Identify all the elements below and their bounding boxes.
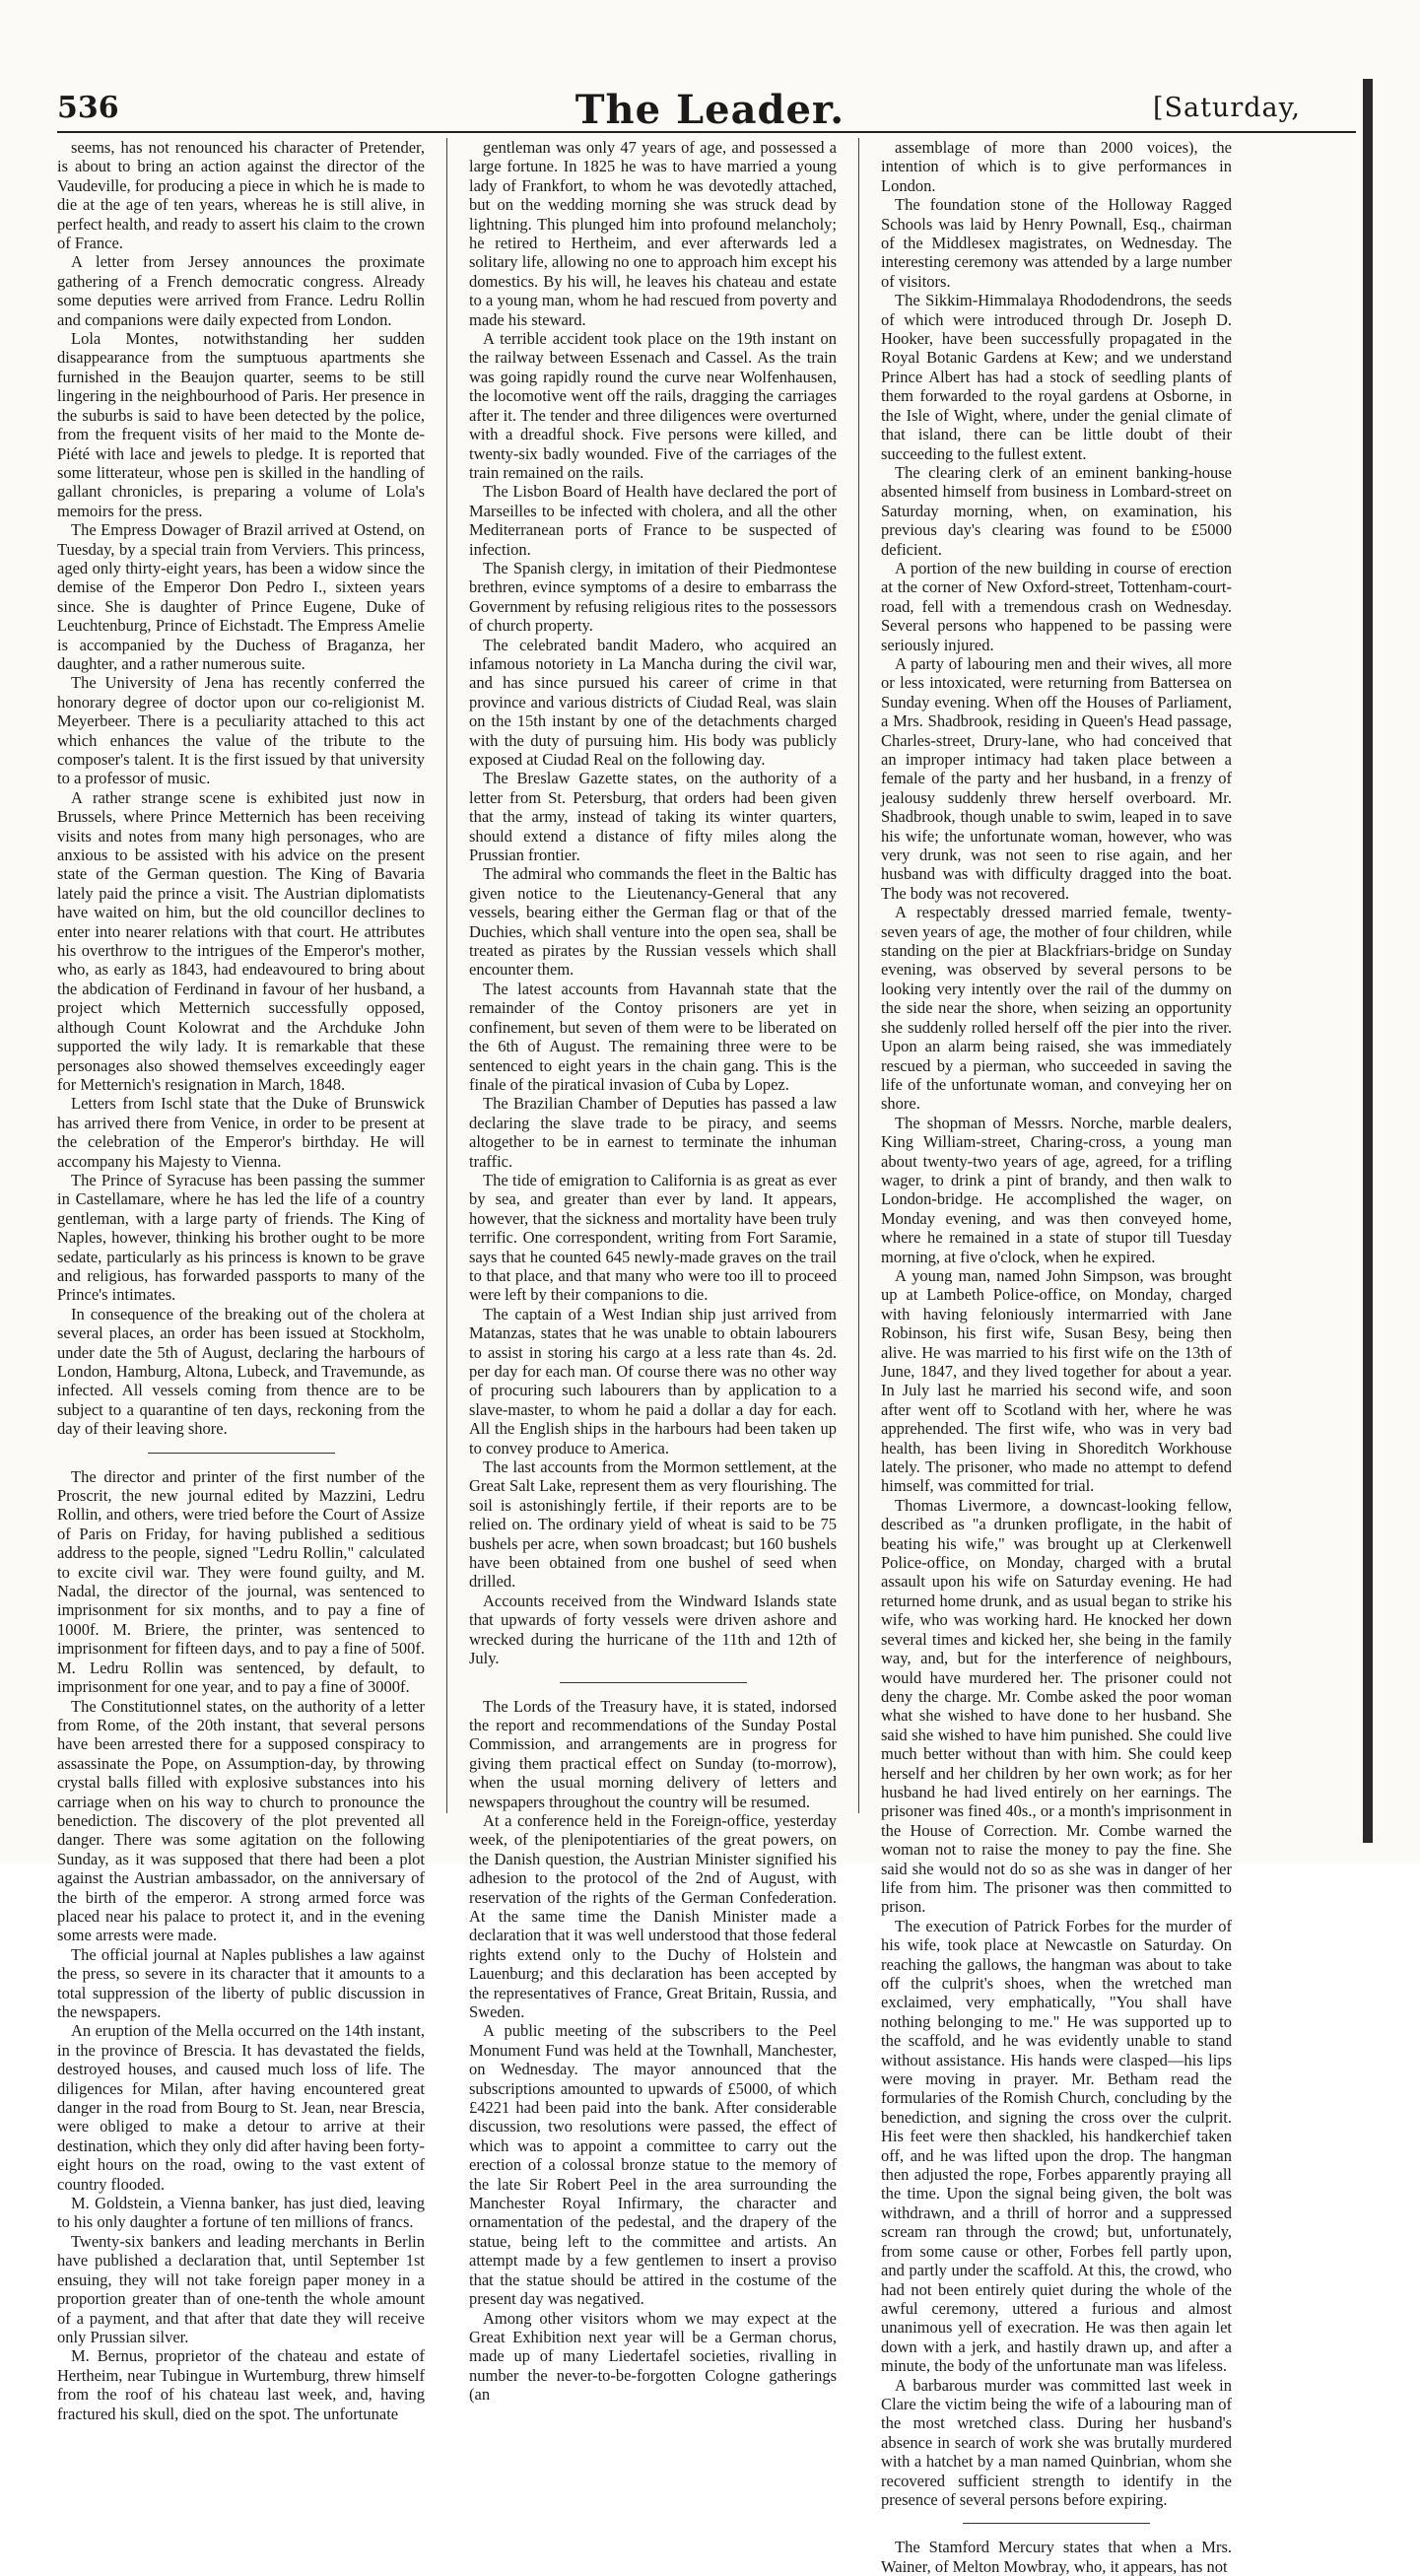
article-paragraph: M. Bernus, proprietor of the chateau and estate of Hertheim, near Tubingue in Wurtemburg, threw himself from the roof of his chateau last week, and, having fractured his skull, died on the spot. The unfortunate — [57, 2346, 425, 2423]
article-paragraph: A public meeting of the subscribers to the Peel Monument Fund was held at the Townhall, Manchester, on Wednesday. The mayor announced that the subscriptions amounted to upwards of £5000, of which £4221 had been paid into the bank. After considerable discussion, two resolutions were passed, the effect of which was to appoint a committee to carry out the erection of a colossal bronze statue to the memory of the late Sir Robert Peel in the area surrounding the Manchester Royal Infirmary, the character and ornamentation of the pedestal, and the drapery of the statue, being left to the committee and artists. An attempt made by a few gentlemen to insert a proviso that the statue should be attired in the costume of the present day was negatived. — [469, 2021, 837, 2309]
article-paragraph: The clearing clerk of an eminent banking-house absented himself from business in Lombard-street on Saturday morning, when, on examination, his previous day's clearing was found to be £5000 deficient. — [881, 462, 1232, 559]
article-paragraph: A respectably dressed married female, twenty-seven years of age, the mother of four children, while standing on the pier at Blackfriars-bridge on Sunday evening, was observed by several persons to be looking very intently over the rail of the dummy on the side near the shore, when seizing an opportunity she suddenly rolled herself off the pier into the river. Upon an alarm being raised, she was immediately rescued by a pierman, who succeeded in saving the life of the unfortunate woman, and conveying her on shore. — [881, 903, 1232, 1114]
header-day: [Saturday, — [1153, 93, 1301, 123]
article-paragraph: The shopman of Messrs. Norche, marble dealers, King William-street, Charing-cross, a young man about twenty-two years of age, agreed, for a trifling wager, to drink a pint of brandy, and then walk to London-bridge. He accomplished the wager, on Monday evening, and was then conveyed home, where he remained in a state of stupor till Tuesday morning, at five o'clock, when he expired. — [881, 1113, 1232, 1266]
article-paragraph: The last accounts from the Mormon settlement, at the Great Salt Lake, represent them as very flourishing. The soil is astonishingly fertile, if their reports are to be relied on. The ordinary yield of wheat is said to be 75 bushels per acre, when sown broadcast; but 160 bushels have been obtained from one bushel of seed when drilled. — [469, 1457, 837, 1592]
column-rule-1 — [446, 138, 447, 1813]
page-binding-edge — [1363, 79, 1373, 1843]
article-paragraph: A letter from Jersey announces the proximate gathering of a French democratic congress. Already some deputies were arrived from France. Ledru Rollin and companions were daily expected from London. — [57, 252, 425, 329]
article-paragraph: The celebrated bandit Madero, who acquired an infamous notoriety in La Mancha during the civil war, and has since pursued his career of crime in that province and various districts of Ciudad Real, was slain on the 15th instant by one of the detachments charged with the duty of pursuing him. His body was publicly exposed at Ciudad Real on the following day. — [469, 635, 837, 769]
article-paragraph: The Lords of the Treasury have, it is stated, indorsed the report and recommendations of the Sunday Postal Commission, and arrangements are in progress for giving them practical effect on Sunday (to-morrow), when the usual morning delivery of letters and newspapers throughout the country will be resumed. — [469, 1696, 837, 1811]
page-number: 536 — [57, 91, 119, 125]
article-paragraph: Lola Montes, notwithstanding her sudden disappearance from the sumptuous apartments she furnished in the Beaujon quarter, seems to be still lingering in the neighbourhood of Paris. Her presence in the suburbs is said to have been detected by the police, from the frequent visits of her maid to the Monte de-Piété with lace and jewels to pledge. It is reported that some litterateur, whose pen is skilled in the handling of gallant chronicles, is preparing a volume of Lola's memoirs for the press. — [57, 329, 425, 520]
article-paragraph: The tide of emigration to California is as great as ever by sea, and greater than ever by land. It appears, however, that the sickness and mortality have been truly terrific. One correspondent, writing from Fort Saramie, says that he counted 645 newly-made graves on the trail to that place, and that many who were too ill to proceed were left by their companions to die. — [469, 1170, 837, 1305]
article-paragraph: The execution of Patrick Forbes for the murder of his wife, took place at Newcastle on Saturday. On reaching the gallows, the hangman was about to take off the culprit's shoes, when the wretched man exclaimed, very emphatically, "You shall have nothing belonging to me." He was supported up to the scaffold, and he was evidently unable to stand without assistance. His hands were clasped—his lips were moving in prayer. Mr. Betham read the formularies of the Romish Church, concluding by the benediction, and signing the cross over the culprit. His feet were then shackled, his handkerchief taken off, and he was lifted upon the drop. The hangman then adjusted the rope, Forbes apparently praying all the time. Upon the signal being given, the bolt was withdrawn, and a thrill of horror and a suppressed scream ran through the crowd; but, unfortunately, from some cause or other, Forbes fell partly upon, and partly under the scaffold. At this, the crowd, who had not been entirely quiet during the whole of the awful ceremony, uttered a furious and almost unanimous yell of execration. He was then again let down with a jerk, and hastily drawn up, and after a minute, the body of the unfortunate man was lifeless. — [881, 1916, 1232, 2376]
article-paragraph: Among other visitors whom we may expect at the Great Exhibition next year will be a German chorus, made up of many Liedertafel societies, rivalling in number the never-to-be-forgotten Cologne gatherings (an — [469, 2308, 837, 2405]
article-paragraph: M. Goldstein, a Vienna banker, has just died, leaving to his only daughter a fortune of ten millions of francs. — [57, 2194, 425, 2232]
article-paragraph: The Sikkim-Himmalaya Rhododendrons, the seeds of which were introduced through Dr. Joseph D. Hooker, have been successfully propagated in the Royal Botanic Gardens at Kew; and we understand Prince Albert has had a stock of seedling plants of them forwarded to the royal gardens at Osborne, in the Isle of Wight, where, under the genial climate of that island, there can be little doubt of their succeeding to the fullest extent. — [881, 291, 1232, 463]
section-separator — [560, 1682, 747, 1683]
article-paragraph: An eruption of the Mella occurred on the 14th instant, in the province of Brescia. It has devastated the fields, destroyed houses, and caused much loss of life. The diligences for Milan, after having encountered great danger in the road from Bourg to St. Jean, near Brescia, were obliged to make a detour to arrive at their destination, which they only did after having been forty-eight hours on the road, owing to the vast extent of country flooded. — [57, 2021, 425, 2194]
section-separator — [963, 2523, 1150, 2524]
article-paragraph: Twenty-six bankers and leading merchants in Berlin have published a declaration that, until September 1st ensuing, they will not take foreign paper money in a proportion greater than of one-tenth the whole amount of a payment, and that after that date they will receive only Prussian silver. — [57, 2231, 425, 2346]
article-paragraph: The captain of a West Indian ship just arrived from Matanzas, states that he was unable to obtain labourers to assist in storing his cargo at a less rate than 4s. 2d. per day for each man. Of course there was no other way of procuring such labourers than by application to a slave-master, to whom he paid a dollar a day for each. All the English ships in the harbours had been taken up to convey produce to America. — [469, 1304, 837, 1457]
header-rule — [57, 131, 1356, 133]
article-paragraph: The Spanish clergy, in imitation of their Piedmontese brethren, evince symptoms of a desire to embarrass the Government by refusing religious rites to the possessors of church property. — [469, 558, 837, 636]
article-paragraph: A young man, named John Simpson, was brought up at Lambeth Police-office, on Monday, charged with having feloniously intermarried with Jane Robinson, his first wife, Susan Besy, being then alive. He was married to his first wife on the 13th of June, 1847, and they lived together for about a year. In July last he married his second wife, and soon after went off to Scotland with her, where he was apprehended. The first wife, who was in very bad health, has been living in Shoreditch Workhouse lately. The prisoner, who made no attempt to defend himself, was committed for trial. — [881, 1265, 1232, 1496]
article-paragraph: The Constitutionnel states, on the authority of a letter from Rome, of the 20th instant, that several persons have been arrested there for a supposed conspiracy to assassinate the Pope, on Assumption-day, by throwing crystal balls filled with explosive substances into his carriage when on his way to church to pronounce the benediction. The discovery of the plot prevented all danger. There was some agitation on the following Sunday, as it was supposed that there had been a plot against the Austrian ambassador, on the anniversary of the birth of the emperor. A strong armed force was placed near his palace to protect it, and in the evening some arrests were made. — [57, 1696, 425, 1945]
article-paragraph: The Lisbon Board of Health have declared the port of Marseilles to be infected with cholera, and all the other Mediterranean ports of France to be suspected of infection. — [469, 482, 837, 559]
masthead-title: The Leader. — [575, 87, 845, 133]
article-paragraph: A party of labouring men and their wives, all more or less intoxicated, were returning from Battersea on Sunday evening. When off the Houses of Parliament, a Mrs. Shadbrook, residing in Queen's Head passage, Charles-street, Drury-lane, who had conceived that an improper intimacy had taken place between a female of the party and her husband, in a frenzy of jealousy suddenly threw herself overboard. Mr. Shadbrook, though unable to swim, leaped in to save his wife; the unfortunate woman, however, who was very drunk, was not seen to rise again, and her husband was with difficulty dragged into the boat. The body was not recovered. — [881, 653, 1232, 903]
article-paragraph: A barbarous murder was committed last week in Clare the victim being the wife of a labouring man of the most wretched class. During her husband's absence in search of work she was brutally murdered with a hatchet by a man named Quinbrian, whom she recovered sufficient strength to identify in the presence of several persons before expiring. — [881, 2375, 1232, 2509]
article-paragraph: Letters from Ischl state that the Duke of Brunswick has arrived there from Venice, in order to be present at the celebration of the Emperor's birthday. He will accompany his Majesty to Vienna. — [57, 1094, 425, 1171]
article-paragraph: The Empress Dowager of Brazil arrived at Ostend, on Tuesday, by a special train from Verviers. This princess, aged only thirty-eight years, has been a widow since the demise of the Emperor Don Pedro I., sixteen years since. She is daughter of Prince Eugene, Duke of Leuchtenburg, Prince of Eichstadt. The Empress Amelie is accompanied by the Duchess of Braganza, her daughter, and a rather numerous suite. — [57, 520, 425, 673]
article-paragraph: A terrible accident took place on the 19th instant on the railway between Essenach and Cassel. As the train was going rapidly round the curve near Wolfenhausen, the locomotive went off the rails, dragging the carriages after it. The tender and three diligences were overturned with a dreadful shock. Five persons were killed, and twenty-six badly wounded. Five of the carriages of the train remained on the rails. — [469, 329, 837, 482]
article-paragraph: Thomas Livermore, a downcast-looking fellow, described as "a drunken profligate, in the habit of beating his wife," was brought up at Clerkenwell Police-office, on Monday, charged with a brutal assault upon his wife on Saturday evening. He had returned home drunk, and as usual began to strike his wife, who was working hard. He knocked her down several times and kicked her, she being in the family way, and, but for the interference of neighbours, would have murdered her. The prisoner could not deny the charge. Mr. Combe asked the poor woman what she wished to have done to her husband. She said she wished to have him punished. She could live much better without than with him. She could keep herself and her children by her own work; as for her husband he had lived entirely on her earnings. The prisoner was fined 40s., or a month's imprisonment in the House of Correction. Mr. Combe warned the woman not to raise the money to pay the fine. She said she would not do so as she was in danger of her life from him. The prisoner was then committed to prison. — [881, 1495, 1232, 1917]
article-paragraph: The Stamford Mercury states that when a Mrs. Wainer, of Melton Mowbray, who, it appears, has not — [881, 2538, 1232, 2576]
article-paragraph: The director and printer of the first number of the Proscrit, the new journal edited by Mazzini, Ledru Rollin, and others, were tried before the Court of Assize of Paris on Friday, for having published a seditious address to the people, signed "Ledru Rollin," calculated to excite civil war. They were found guilty, and M. Nadal, the director of the journal, was sentenced to imprisonment for six months, and to pay a fine of 1000f. M. Briere, the printer, was sentenced to imprisonment for fifteen days, and to pay a fine of 500f. M. Ledru Rollin was sentenced, by default, to imprisonment for one year, and to pay a fine of 3000f. — [57, 1466, 425, 1697]
article-paragraph: At a conference held in the Foreign-office, yesterday week, of the plenipotentiaries of the great powers, on the Danish question, the Austrian Minister signified his adhesion to the protocol of the 2nd of August, with reservation of the rights of the German Confederation. At the same time the Danish Minister made a declaration that it was well understood that those federal rights extend only to the Duchy of Holstein and Lauenburg; and this declaration has been accepted by the representatives of France, Great Britain, Russia, and Sweden. — [469, 1810, 837, 2021]
article-paragraph: The Prince of Syracuse has been passing the summer in Castellamare, where he has led the life of a country gentleman, with a large party of friends. The King of Naples, however, thinking his brother ought to be more sedate, particularly as his princess is known to be grave and religious, has forwarded passports to many of the Prince's intimates. — [57, 1170, 425, 1305]
article-paragraph: The admiral who commands the fleet in the Baltic has given notice to the Lieutenancy-General that any vessels, bearing either the German flag or that of the Duchies, which shall venture into the open sea, shall be treated as pirates by the Russian vessels which shall encounter them. — [469, 864, 837, 980]
article-paragraph: The foundation stone of the Holloway Ragged Schools was laid by Henry Pownall, Esq., chairman of the Middlesex magistrates, on Wednesday. The interesting ceremony was attended by a large number of visitors. — [881, 195, 1232, 291]
article-paragraph: The Brazilian Chamber of Deputies has passed a law declaring the slave trade to be piracy, and seems altogether to be in earnest to terminate the inhuman traffic. — [469, 1094, 837, 1171]
text-column-1 — [57, 138, 425, 2423]
article-paragraph: assemblage of more than 2000 voices), the intention of which is to give performances in London. — [881, 138, 1232, 195]
article-paragraph: The University of Jena has recently conferred the honorary degree of doctor upon our co-religionist M. Meyerbeer. There is a peculiarity attached to this act which enhances the value of the tribute to the composer's talent. It is the first issued by that university to a professor of music. — [57, 673, 425, 788]
article-paragraph: In consequence of the breaking out of the cholera at several places, an order has been issued at Stockholm, under date the 5th of August, declaring the harbours of London, Hamburg, Altona, Lubeck, and Travemunde, as infected. All vessels coming from thence are to be subject to a quarantine of ten days, reckoning from the day of their leaving shore. — [57, 1304, 425, 1439]
article-paragraph: A portion of the new building in course of erection at the corner of New Oxford-street, Tottenham-court-road, fell with a tremendous crash on Wednesday. Several persons who happened to be passing were seriously injured. — [881, 558, 1232, 654]
column-rule-2 — [858, 138, 859, 1813]
section-separator — [148, 1453, 335, 1454]
article-paragraph: gentleman was only 47 years of age, and possessed a large fortune. In 1825 he was to have married a young lady of Frankfort, to whom he was devotedly attached, but on the wedding morning she was struck dead by lightning. This plunged him into profound melancholy; he retired to Hertheim, and ever afterwards led a solitary life, allowing no one to approach him except his domestics. By his will, he leaves his chateau and estate to a young man, whom he had rescued from poverty and made his steward. — [469, 138, 837, 329]
article-paragraph: A rather strange scene is exhibited just now in Brussels, where Prince Metternich has been receiving visits and notes from many high personages, who are anxious to be assisted with his advice on the present state of the German question. The King of Bavaria lately paid the prince a visit. The Austrian diplomatists have waited on him, but the old councillor declines to enter into nearer relations with that court. He attributes his overthrow to the intrigues of the Emperor's mother, who, as early as 1843, had endeavoured to bring about the abdication of Ferdinand in favour of her husband, a project which Metternich successfully opposed, although Count Kolowrat and the Archduke John supported the wily lady. It is remarkable that these personages also showed themselves exceedingly eager for Metternich's resignation in March, 1848. — [57, 787, 425, 1094]
article-paragraph: Accounts received from the Windward Islands state that upwards of forty vessels were driven ashore and wrecked during the hurricane of the 11th and 12th of July. — [469, 1591, 837, 1668]
article-paragraph: The latest accounts from Havannah state that the remainder of the Contoy prisoners are yet in confinement, but seven of them were to be liberated on the 6th of August. The remaining three were to be sentenced to eight years in the chain gang. This is the finale of the piratical invasion of Cuba by Lopez. — [469, 979, 837, 1094]
text-column-3 — [881, 138, 1232, 2576]
article-paragraph: The official journal at Naples publishes a law against the press, so severe in its character that it amounts to a total suppression of the liberty of public discussion in the newspapers. — [57, 1944, 425, 2021]
article-paragraph: The Breslaw Gazette states, on the authority of a letter from St. Petersburg, that orders had been given that the army, instead of taking its winter quarters, should extend a distance of fifty miles along the Prussian frontier. — [469, 769, 837, 865]
article-paragraph: seems, has not renounced his character of Pretender, is about to bring an action against the director of the Vaudeville, for producing a piece in which he is made to die at the age of ten years, whereas he is still alive, in perfect health, and ready to assert his claim to the crown of France. — [57, 138, 425, 253]
text-column-2 — [469, 138, 837, 2405]
